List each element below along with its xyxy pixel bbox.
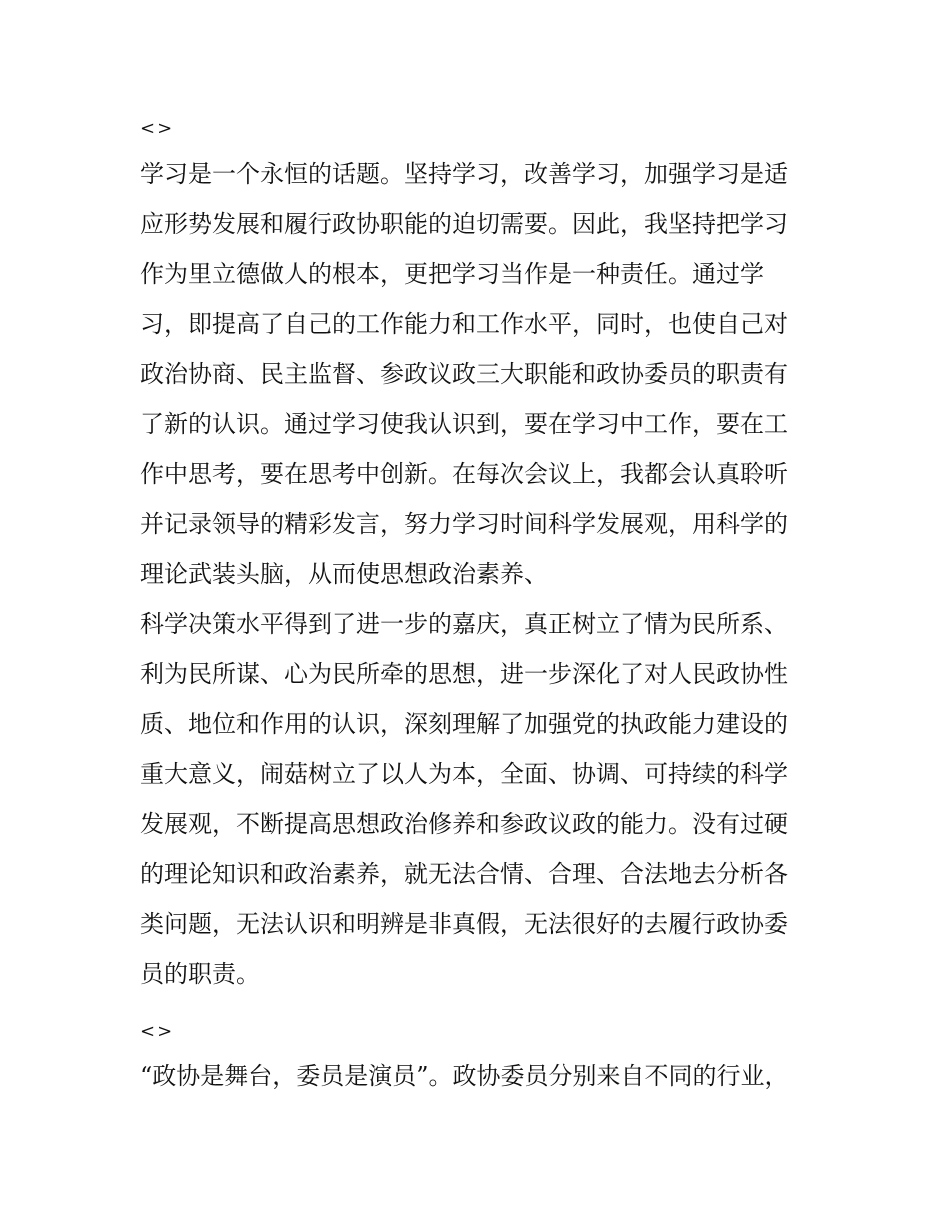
section-marker: <> <box>140 1021 175 1042</box>
text-line: 发展观，不断提高思想政治修养和参政议政的能力。没有过硬 <box>140 810 788 838</box>
text-line: 政治协商、民主监督、参政议政三大职能和政协委员的职责有 <box>140 360 788 388</box>
text-line: 了新的认识。通过学习使我认识到，要在学习中工作，要在工 <box>140 410 788 438</box>
text-line: 利为民所谋、心为民所牵的思想，进一步深化了对人民政协性 <box>140 660 788 688</box>
text-line: 员的职责。 <box>140 960 260 988</box>
text-line: 并记录领导的精彩发言，努力学习时间科学发展观，用科学的 <box>140 510 788 538</box>
section-marker: <> <box>140 118 175 139</box>
text-line: 作为里立德做人的根本，更把学习当作是一种责任。通过学 <box>140 260 764 288</box>
text-line: 习，即提高了自己的工作能力和工作水平，同时，也使自己对 <box>140 310 788 338</box>
text-line: 学习是一个永恒的话题。坚持学习，改善学习，加强学习是适 <box>140 160 788 188</box>
text-line: “政协是舞台，委员是演员”。政协委员分别来自不同的行业， <box>140 1062 789 1090</box>
text-line: 应形势发展和履行政协职能的迫切需要。因此，我坚持把学习 <box>140 210 788 238</box>
text-line: 科学决策水平得到了进一步的嘉庆，真正树立了情为民所系、 <box>140 610 788 638</box>
text-line: 理论武装头脑，从而使思想政治素养、 <box>140 560 548 588</box>
text-line: 类问题，无法认识和明辨是非真假，无法很好的去履行政协委 <box>140 910 788 938</box>
text-line: 的理论知识和政治素养，就无法合情、合理、合法地去分析各 <box>140 860 788 888</box>
text-line: 质、地位和作用的认识，深刻理解了加强党的执政能力建设的 <box>140 710 788 738</box>
text-line: 作中思考，要在思考中创新。在每次会议上，我都会认真聆听 <box>140 460 788 488</box>
text-line: 重大意义，闹菇树立了以人为本，全面、协调、可持续的科学 <box>140 760 788 788</box>
